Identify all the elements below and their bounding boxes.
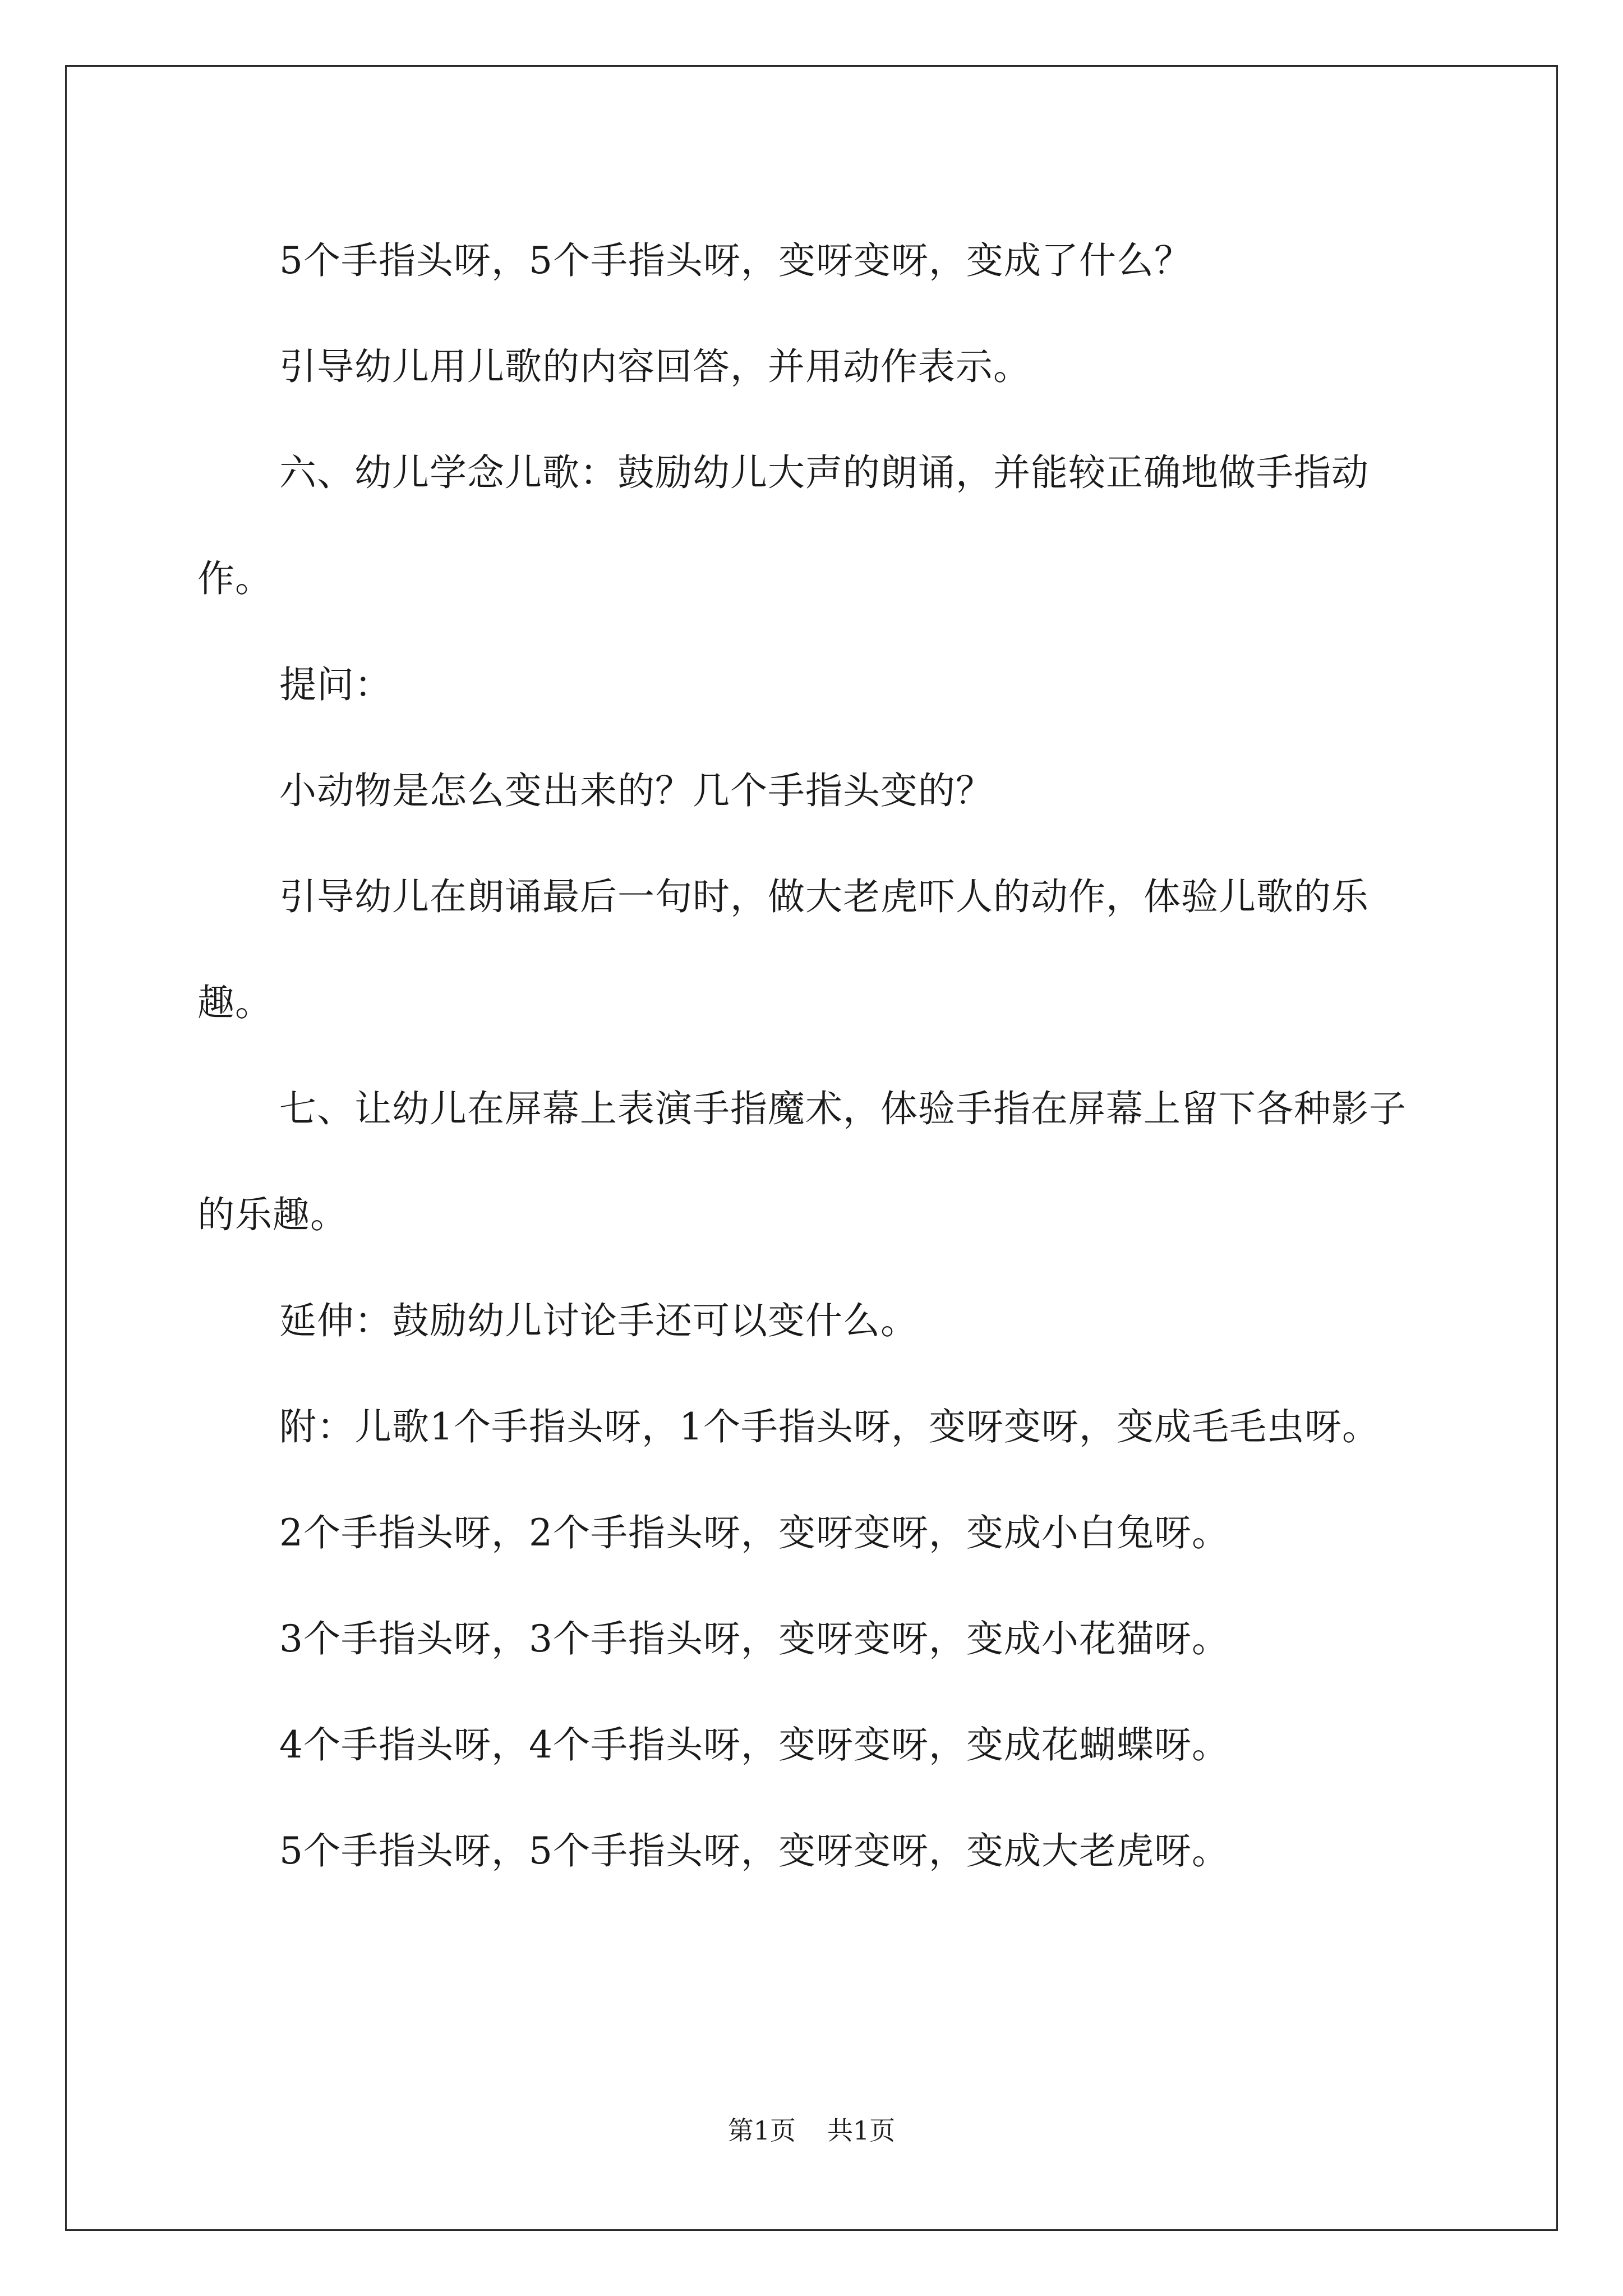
page-number-current: 第1页	[727, 2115, 796, 2146]
paragraph: 4个手指头呀，4个手指头呀，变呀变呀，变成花蝴蝶呀。	[279, 1723, 1229, 1766]
document-body	[197, 208, 1431, 1904]
paragraph: 5个手指头呀，5个手指头呀，变呀变呀，变成了什么？	[279, 239, 1192, 282]
paragraph: 六、幼儿学念儿歌：鼓励幼儿大声的朗诵，并能较正确地做手指动作。	[197, 451, 1369, 600]
page-footer	[0, 2114, 1623, 2147]
page-number-total: 共1页	[827, 2115, 896, 2146]
paragraph: 提问：	[279, 663, 392, 706]
paragraph: 附：儿歌1个手指头呀，1个手指头呀，变呀变呀，变成毛毛虫呀。	[279, 1405, 1380, 1448]
paragraph: 引导幼儿在朗诵最后一句时，做大老虎吓人的动作，体验儿歌的乐趣。	[197, 875, 1369, 1024]
paragraph: 小动物是怎么变出来的？几个手指头变的？	[279, 769, 993, 812]
paragraph: 3个手指头呀，3个手指头呀，变呀变呀，变成小花猫呀。	[279, 1617, 1229, 1660]
paragraph: 5个手指头呀，5个手指头呀，变呀变呀，变成大老虎呀。	[279, 1829, 1229, 1872]
paragraph: 延伸：鼓励幼儿讨论手还可以变什么。	[279, 1299, 918, 1342]
paragraph: 引导幼儿用儿歌的内容回答，并用动作表示。	[279, 345, 1031, 388]
paragraph: 七、让幼儿在屏幕上表演手指魔术，体验手指在屏幕上留下各种影子的乐趣。	[197, 1087, 1407, 1236]
paragraph: 2个手指头呀，2个手指头呀，变呀变呀，变成小白兔呀。	[279, 1511, 1229, 1554]
